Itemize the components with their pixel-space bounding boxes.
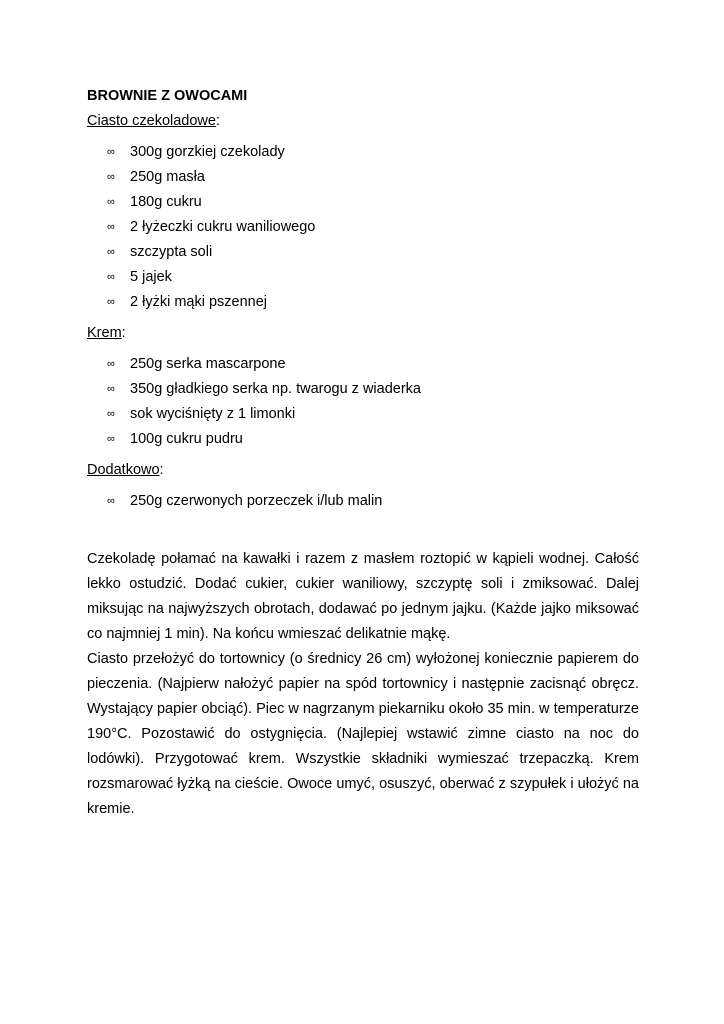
ingredient-text: 250g serka mascarpone xyxy=(130,356,286,372)
ingredient-list-ciasto xyxy=(87,140,639,315)
infinity-bullet-icon: ∞ xyxy=(107,358,115,370)
list-item xyxy=(87,215,639,240)
ingredient-text: szczypta soli xyxy=(130,244,213,260)
ingredient-text: 350g gładkiego serka np. twarogu z wiaderka xyxy=(130,381,421,397)
infinity-bullet-icon: ∞ xyxy=(107,495,115,507)
list-item xyxy=(87,265,639,290)
ingredient-list-krem xyxy=(87,352,639,452)
document-page xyxy=(87,84,639,822)
instruction-paragraph: Ciasto przełożyć do tortownicy (o średnicy 26 cm) wyłożonej koniecznie papierem do pieczenia. (Najpierw nałożyć papier na spód tortownicy i następnie zacisnąć obręcz. Wystający papier obciąć). Piec w nagrzanym piekarniku około 35 min. w temperaturze 190°C. Pozostawić do ostygnięcia. (Najlepiej wstawić zimne ciasto na noc do lodówki). Przygotować krem. Wszystkie składniki wymieszać trzepaczką. Krem rozsmarować łyżką na cieście. Owoce umyć, osuszyć, oberwać z szypułek i ułożyć na kremie. xyxy=(87,651,639,817)
list-item xyxy=(87,165,639,190)
section-heading-colon: : xyxy=(159,462,164,478)
ingredient-list-dodatkowo xyxy=(87,489,639,514)
section-heading-text: Dodatkowo xyxy=(87,462,160,478)
ingredient-text: 5 jajek xyxy=(130,269,172,285)
ingredient-text: 100g cukru pudru xyxy=(130,431,243,447)
list-item xyxy=(87,427,639,452)
infinity-bullet-icon: ∞ xyxy=(107,196,115,208)
section-heading-text: Krem xyxy=(87,325,122,341)
infinity-bullet-icon: ∞ xyxy=(107,146,115,158)
ingredient-text: sok wyciśnięty z 1 limonki xyxy=(130,406,296,422)
ingredient-text: 2 łyżeczki cukru waniliowego xyxy=(130,219,316,235)
ingredient-text: 300g gorzkiej czekolady xyxy=(130,144,285,160)
list-item xyxy=(87,489,639,514)
ingredient-text: 2 łyżki mąki pszennej xyxy=(130,294,267,310)
infinity-bullet-icon: ∞ xyxy=(107,171,115,183)
spacer xyxy=(87,520,639,547)
infinity-bullet-icon: ∞ xyxy=(107,296,115,308)
instruction-paragraph: Czekoladę połamać na kawałki i razem z masłem roztopić w kąpieli wodnej. Całość lekko ostudzić. Dodać cukier, cukier waniliowy, szczyptę soli i zmiksować. Dalej miksując na najwyższych obrotach, dodawać po jednym jajku. (Każde jajko miksować co najmniej 1 min). Na końcu wmieszać delikatnie mąkę. xyxy=(87,551,639,642)
section-heading-ciasto xyxy=(87,109,639,134)
ingredient-text: 180g cukru xyxy=(130,194,202,210)
list-item xyxy=(87,190,639,215)
list-item xyxy=(87,377,639,402)
infinity-bullet-icon: ∞ xyxy=(107,433,115,445)
ingredient-text: 250g masła xyxy=(130,169,205,185)
infinity-bullet-icon: ∞ xyxy=(107,221,115,233)
list-item xyxy=(87,402,639,427)
list-item xyxy=(87,140,639,165)
list-item xyxy=(87,290,639,315)
instructions xyxy=(87,547,639,822)
infinity-bullet-icon: ∞ xyxy=(107,271,115,283)
section-heading-dodatkowo xyxy=(87,458,639,483)
section-heading-colon: : xyxy=(121,325,126,341)
infinity-bullet-icon: ∞ xyxy=(107,383,115,395)
infinity-bullet-icon: ∞ xyxy=(107,408,115,420)
section-heading-colon: : xyxy=(215,113,220,129)
section-heading-krem xyxy=(87,321,639,346)
list-item xyxy=(87,240,639,265)
list-item xyxy=(87,352,639,377)
recipe-title: BROWNIE Z OWOCAMI xyxy=(87,88,248,104)
infinity-bullet-icon: ∞ xyxy=(107,246,115,258)
ingredient-text: 250g czerwonych porzeczek i/lub malin xyxy=(130,493,383,509)
section-heading-text: Ciasto czekoladowe xyxy=(87,113,216,129)
